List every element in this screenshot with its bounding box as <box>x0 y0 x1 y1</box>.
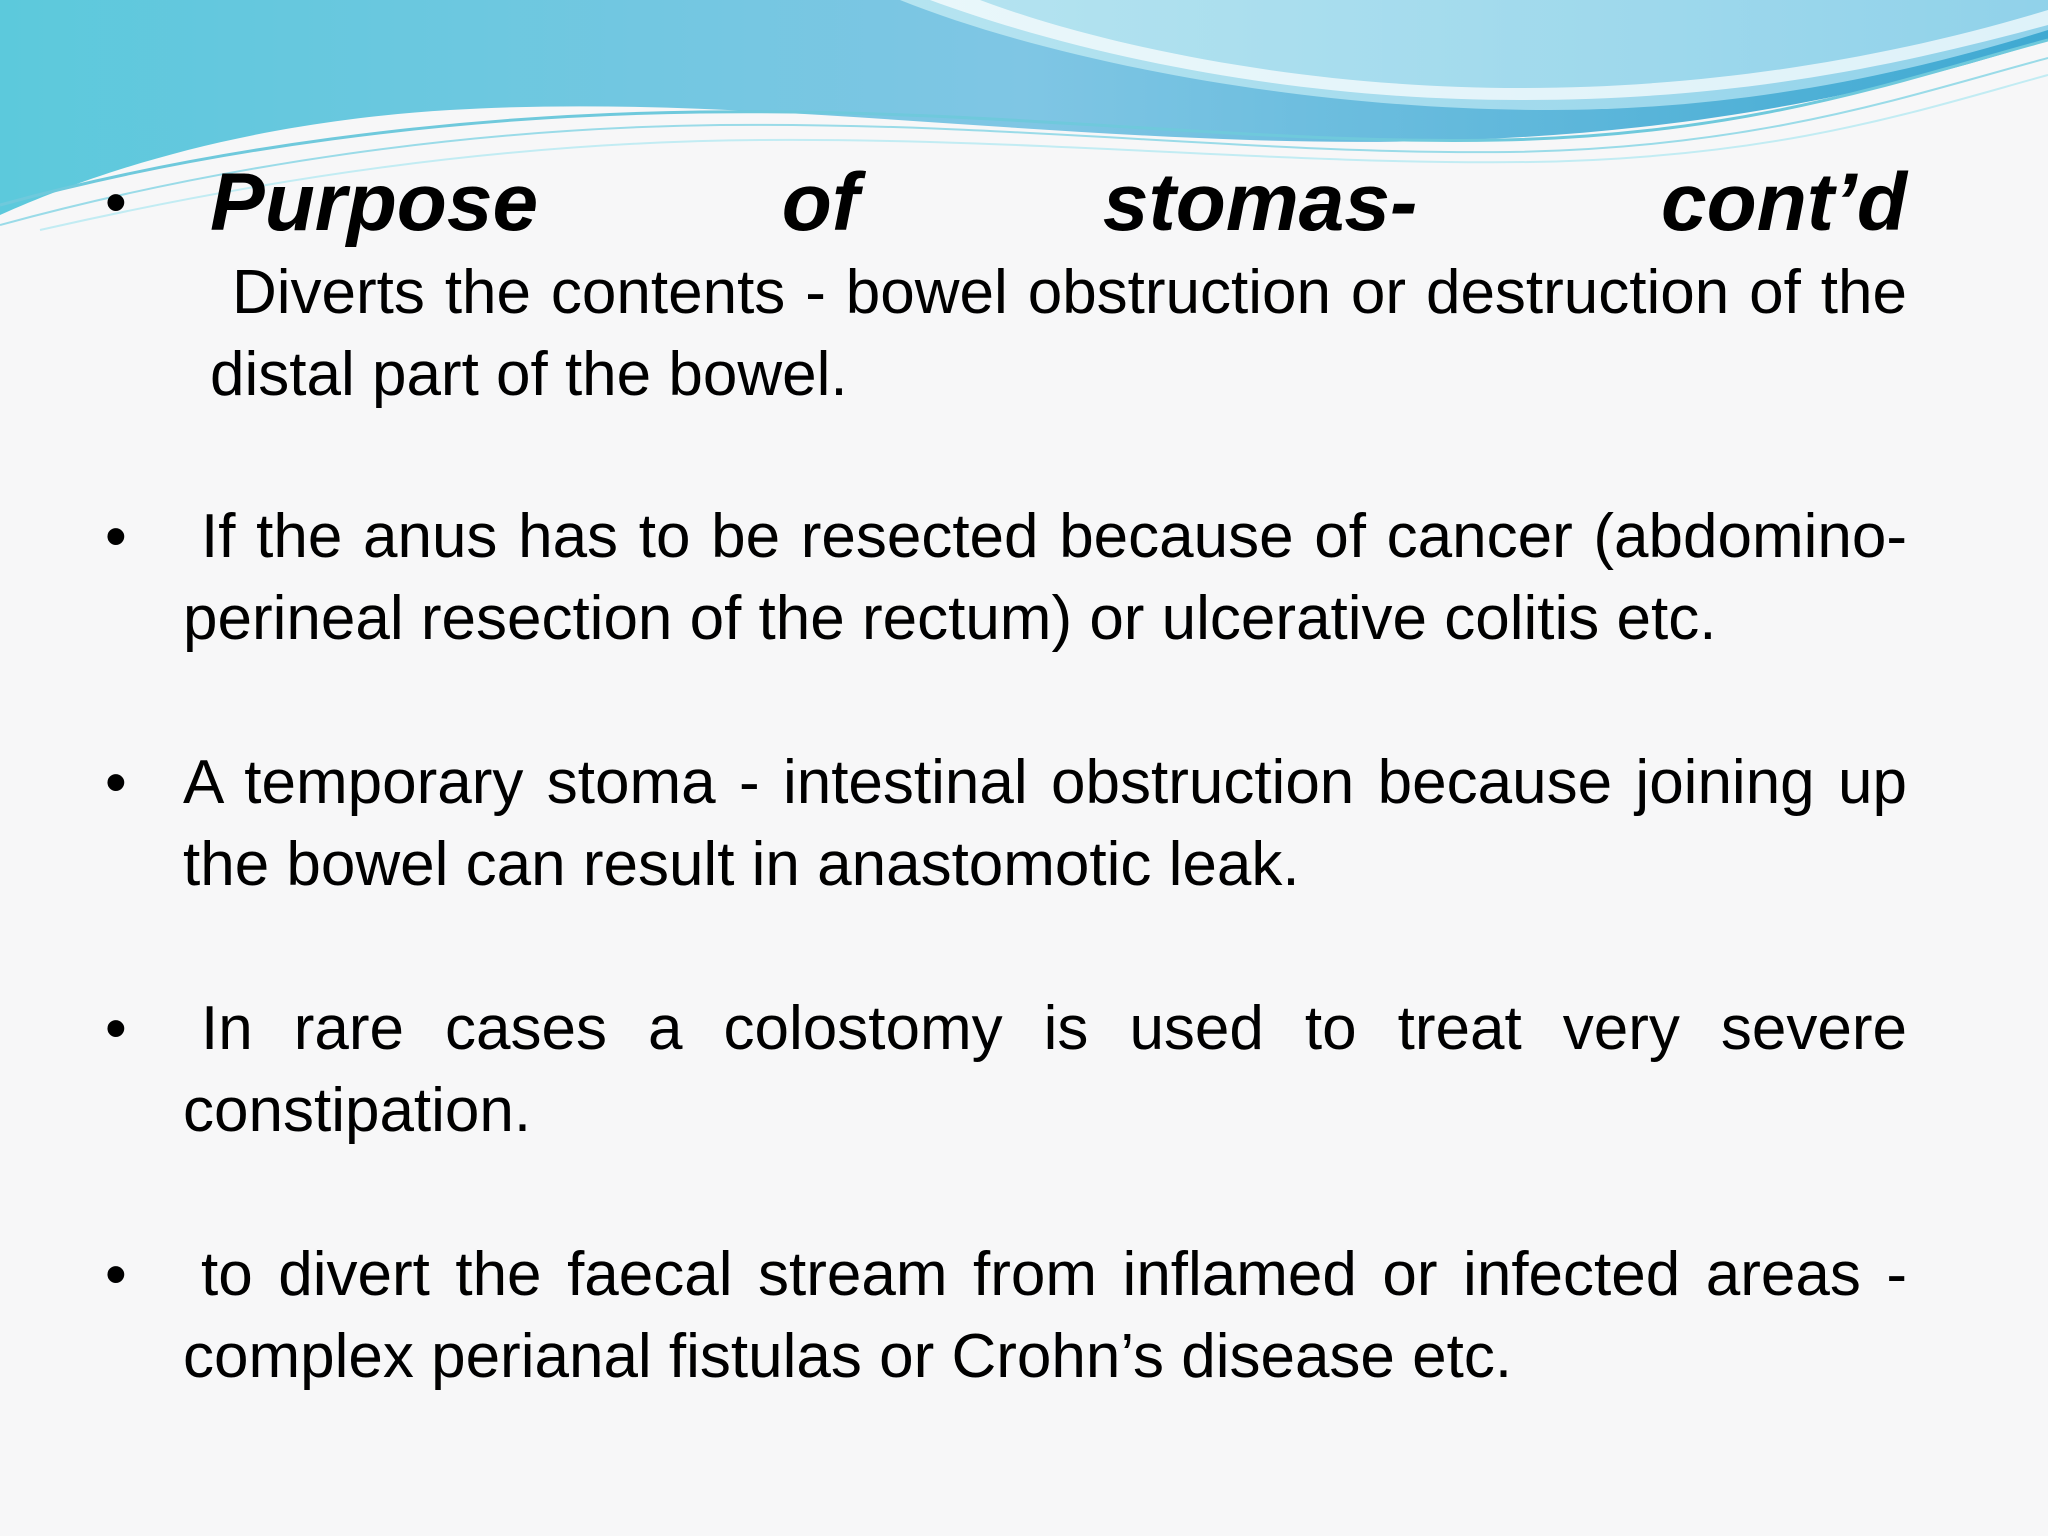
bullet-item <box>105 988 1907 1152</box>
slide-title <box>210 150 1907 256</box>
bullet-item <box>105 496 1907 660</box>
title-word-4: cont’d <box>1661 157 1907 248</box>
bullet-text: A temporary stoma - intestinal obstruction because joining up the bowel can result in anastomotic leak. <box>183 748 1907 899</box>
title-subtext: Diverts the contents - bowel obstruction or destruction of the distal part of the bowel. <box>210 258 1907 409</box>
title-word-2: of <box>781 157 860 248</box>
title-word-3: stomas- <box>1102 157 1418 248</box>
bullet-text: If the anus has to be resected because of cancer (abdomino-perineal resection of the rectum) or ulcerative colitis etc. <box>183 502 1907 653</box>
bullet-dot: • <box>105 748 127 817</box>
bullet-dot: • <box>105 1240 127 1309</box>
bullet-item <box>105 742 1907 906</box>
bullet-dot: • <box>105 994 127 1063</box>
bullet-list <box>105 150 1907 1398</box>
bullet-item <box>105 1234 1907 1398</box>
title-bullet <box>105 150 1907 416</box>
bullet-dot: • <box>105 502 127 571</box>
title-word-1: Purpose <box>210 157 539 248</box>
bullet-text: In rare cases a colostomy is used to treat very severe constipation. <box>183 994 1907 1145</box>
bullet-dot: • <box>105 168 127 237</box>
bullet-text: to divert the faecal stream from inflamed or infected areas - complex perianal fistulas or Crohn’s disease etc. <box>183 1240 1907 1391</box>
